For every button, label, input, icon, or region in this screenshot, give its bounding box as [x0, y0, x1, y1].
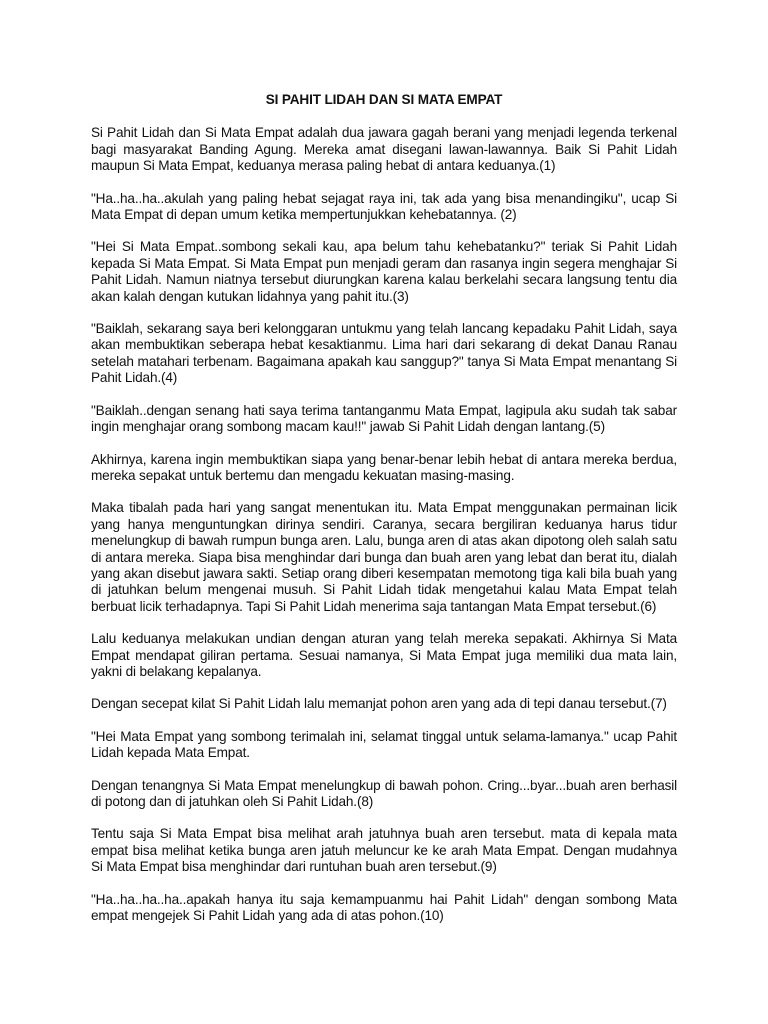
paragraph-12: Tentu saja Si Mata Empat bisa melihat arah jatuhnya buah aren tersebut. mata di kepala mata empat bisa melihat ketika bunga aren jatuh meluncur ke ke arah Mata Empat. Dengan mudahnya Si Mata Empat bisa menghindar dari runtuhan buah aren tersebut.(9): [91, 826, 677, 875]
paragraph-2: "Ha..ha..ha..akulah yang paling hebat sejagat raya ini, tak ada yang bisa menandingiku", ucap Si Mata Empat di depan umum ketika mempertunjukkan kehebatannya. (2): [91, 190, 677, 223]
paragraph-11: Dengan tenangnya Si Mata Empat menelungkup di bawah pohon. Cring...byar...buah aren berhasil di potong dan di jatuhkan oleh Si Pahit Lidah.(8): [91, 777, 677, 809]
paragraph-8: Lalu keduanya melakukan undian dengan aturan yang telah mereka sepakati. Akhirnya Si Mata Empat mendapat giliran pertama. Sesuai namanya, Si Mata Empat juga memiliki dua mata lain, yakni di belakang kepalanya.: [91, 631, 677, 679]
paragraph-6: Akhirnya, karena ingin membuktikan siapa yang benar-benar lebih hebat di antara mereka berdua, mereka sepakat untuk bertemu dan mengadu kekuatan masing-masing.: [91, 451, 677, 483]
paragraph-13: "Ha..ha..ha..ha..apakah hanya itu saja kemampuanmu hai Pahit Lidah" dengan sombong Mata empat mengejek Si Pahit Lidah yang ada di atas pohon.(10): [91, 891, 677, 924]
paragraph-7: Maka tibalah pada hari yang sangat menentukan itu. Mata Empat menggunakan permainan licik yang hanya menguntungkan dirinya sendiri. Caranya, secara bergiliran keduanya harus tidur menelungkup di bawah rumpun bunga aren. Lalu, bunga aren di atas akan dipotong oleh salah satu di antara mereka. Siapa bisa menghindar dari bunga dan buah aren yang lebat dan berat itu, dialah yang akan disebut jawara sakti. Setiap orang diberi kesempatan memotong tiga kali bila buah yang di jatuhkan belum mengenai musuh. Si Pahit Lidah tidak mengetahui kalau Mata Empat telah berbuat licik terhadapnya. Tapi Si Pahit Lidah menerima saja tantangan Mata Empat tersebut.(6): [91, 500, 677, 614]
paragraph-1: Si Pahit Lidah dan Si Mata Empat adalah dua jawara gagah berani yang menjadi legenda terkenal bagi masyarakat Banding Agung. Mereka amat disegani lawan-lawannya. Baik Si Pahit Lidah maupun Si Mata Empat, keduanya merasa paling hebat di antara keduanya.(1): [91, 125, 677, 174]
document-body: [91, 92, 677, 940]
paragraph-9: Dengan secepat kilat Si Pahit Lidah lalu memanjat pohon aren yang ada di tepi danau tersebut.(7): [91, 696, 667, 712]
paragraph-3: "Hei Si Mata Empat..sombong sekali kau, apa belum tahu kehebatanku?" teriak Si Pahit Lidah kepada Si Mata Empat. Si Mata Empat pun menjadi geram dan rasanya ingin segera menghajar Si Pahit Lidah. Namun niatnya tersebut diurungkan karena kalau berkelahi secara langsung tentu dia akan kalah dengan kutukan lidahnya yang pahit itu.(3): [91, 239, 677, 304]
paragraph-5: "Baiklah..dengan senang hati saya terima tantanganmu Mata Empat, lagipula aku sudah tak sabar ingin menghajar orang sombong macam kau!!" jawab Si Pahit Lidah dengan lantang.(5): [91, 402, 677, 435]
paragraph-10: "Hei Mata Empat yang sombong terimalah ini, selamat tinggal untuk selama-lamanya." ucap Pahit Lidah kepada Mata Empat.: [91, 728, 677, 761]
document-title: SI PAHIT LIDAH DAN SI MATA EMPAT: [265, 92, 503, 107]
paragraph-4: "Baiklah, sekarang saya beri kelonggaran untukmu yang telah lancang kepadaku Pahit Lidah, saya akan membuktikan seberapa hebat kesaktianmu. Lima hari dari sekarang di dekat Danau Ranau setelah matahari terbenam. Bagaimana apakah kau sanggup?" tanya Si Mata Empat menantang Si Pahit Lidah.(4): [91, 321, 677, 386]
